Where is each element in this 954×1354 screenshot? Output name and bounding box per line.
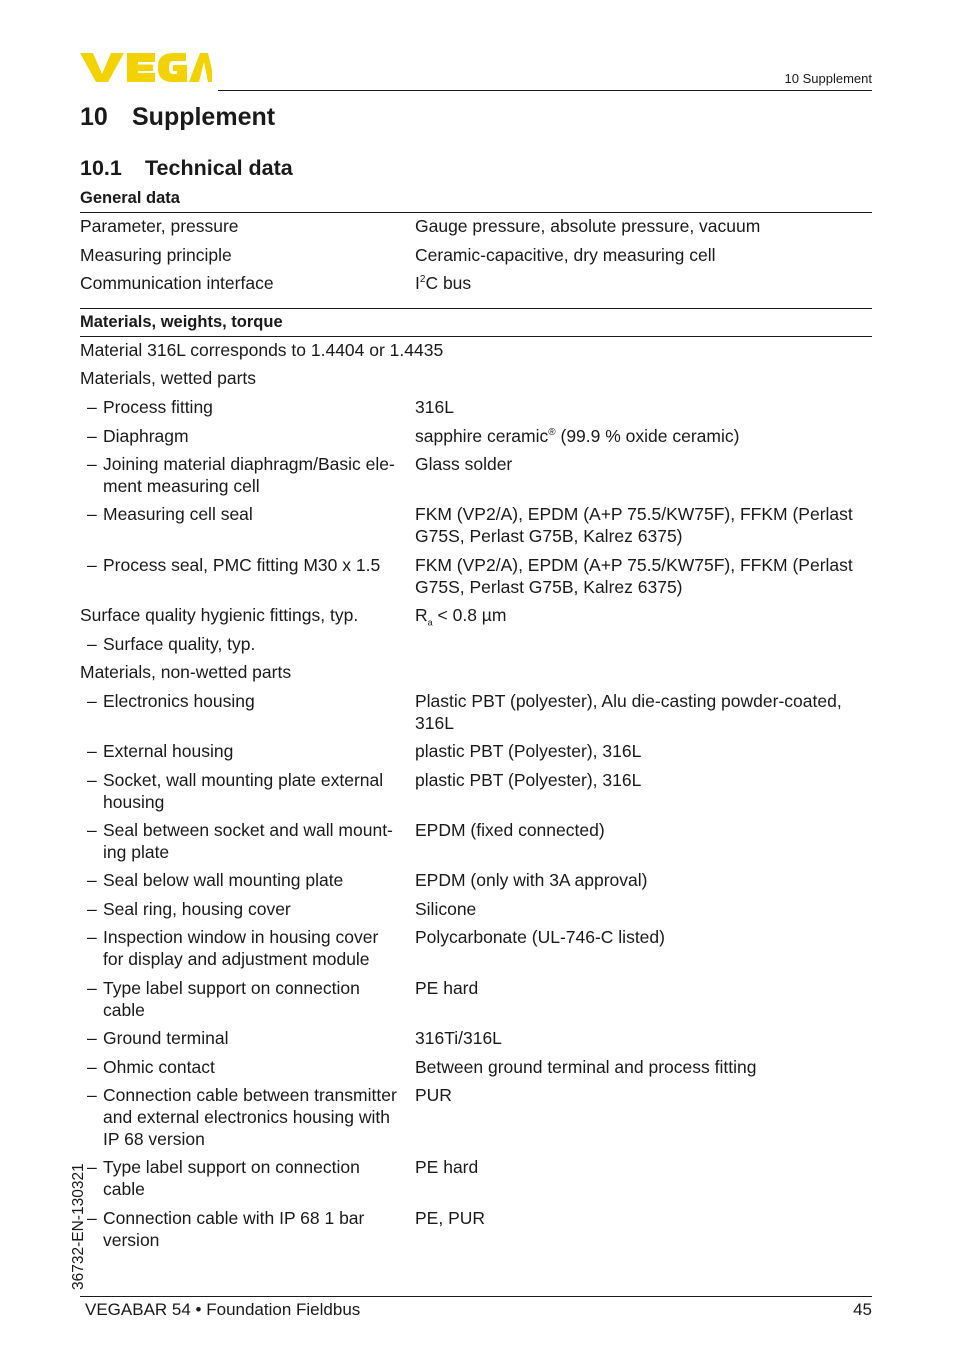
wetted-parts-label: Materials, wetted parts <box>80 368 257 388</box>
row-value: 316Ti/316L <box>415 1028 502 1048</box>
row-label: – Surface quality, typ. <box>87 633 412 655</box>
section-title: Technical data <box>145 156 293 180</box>
chapter-title: Supplement <box>132 103 276 131</box>
materials-title: Materials, weights, torque <box>80 313 283 331</box>
row-value: Gauge pressure, absolute pressure, vacuum <box>415 216 761 236</box>
row-label: – Connection cable with IP 68 1 bar version <box>87 1207 412 1251</box>
row-label: – Type label support on connection cable <box>87 977 412 1021</box>
row-label: Communication interface <box>80 273 274 293</box>
row-label: – Measuring cell seal <box>87 503 412 525</box>
row-label: – Process seal, PMC fitting M30 x 1.5 <box>87 554 412 576</box>
row-value: $R_a < 0.8$ µm <box>415 605 507 628</box>
row-label: – Inspection window in housing cover for display and adjustment module <box>87 926 412 970</box>
row-label: Surface quality hygienic fittings, typ. <box>80 605 359 625</box>
footer-product: VEGABAR 54 • Foundation Fieldbus <box>85 1300 361 1319</box>
materials-top-rule <box>80 308 872 309</box>
document-code: 36732-EN-130321 <box>70 1163 87 1290</box>
row-label: – Seal ring, housing cover <box>87 898 412 920</box>
chapter-heading <box>80 103 275 132</box>
row-value: PE hard <box>415 978 479 998</box>
row-label: – Ground terminal <box>87 1027 412 1049</box>
row-label: – Diaphragm <box>87 425 412 447</box>
general-data-rule <box>80 212 872 213</box>
section-number: 10.1 <box>80 156 122 180</box>
row-label: – Type label support on connection cable <box>87 1156 412 1200</box>
row-value: 316L <box>415 397 454 417</box>
row-label: – Socket, wall mounting plate external housing <box>87 769 412 813</box>
section-heading <box>80 156 293 181</box>
page-number: 45 <box>853 1300 872 1319</box>
row-value: PE, PUR <box>415 1208 486 1228</box>
nonwetted-parts-label: Materials, non-wetted parts <box>80 662 292 682</box>
row-value: Plastic PBT (polyester), Alu die-casting powder-coated, 316L <box>415 691 842 733</box>
row-label: – Seal between socket and wall mount- ing plate <box>87 819 412 863</box>
row-label: – Seal below wall mounting plate <box>87 869 412 891</box>
row-value: Glass solder <box>415 454 513 474</box>
header-section-label: 10 Supplement <box>784 71 872 86</box>
materials-note: Material 316L corresponds to 1.4404 or 1.4435 <box>80 340 444 360</box>
row-label: Parameter, pressure <box>80 216 239 236</box>
row-value: EPDM (fixed connected) <box>415 820 605 840</box>
row-label: Measuring principle <box>80 245 232 265</box>
row-label: – Ohmic contact <box>87 1056 412 1078</box>
row-value: sapphire ceramic® (99.9 % oxide ceramic) <box>415 426 740 446</box>
footer-rule <box>80 1296 872 1297</box>
row-value: EPDM (only with 3A approval) <box>415 870 648 890</box>
row-label: – Joining material diaphragm/Basic ele- ment measuring cell <box>87 453 412 497</box>
row-label: – Process fitting <box>87 396 412 418</box>
general-data-title: General data <box>80 189 180 207</box>
row-label: – External housing <box>87 740 412 762</box>
row-label: – Electronics housing <box>87 690 412 712</box>
row-value: FKM (VP2/A), EPDM (A+P 75.5/KW75F), FFKM (Perlast G75S, Perlast G75B, Kalrez 6375) <box>415 504 853 546</box>
materials-rule <box>80 336 872 337</box>
header-rule <box>218 90 872 91</box>
row-value: Silicone <box>415 899 477 919</box>
row-label: – Connection cable between transmitter and external electronics housing with IP 68 version <box>87 1084 412 1150</box>
chapter-number: 10 <box>80 103 108 131</box>
row-value: FKM (VP2/A), EPDM (A+P 75.5/KW75F), FFKM (Perlast G75S, Perlast G75B, Kalrez 6375) <box>415 555 853 597</box>
row-value: Between ground terminal and process fitting <box>415 1057 757 1077</box>
row-value: PUR <box>415 1085 452 1105</box>
row-value: Polycarbonate (UL-746-C listed) <box>415 927 665 947</box>
row-value: PE hard <box>415 1157 479 1177</box>
row-value: plastic PBT (Polyester), 316L <box>415 741 642 761</box>
row-value: Ceramic-capacitive, dry measuring cell <box>415 245 716 265</box>
vega-logo <box>80 50 212 84</box>
row-value: plastic PBT (Polyester), 316L <box>415 770 642 790</box>
row-value: $I^2C$ bus <box>415 273 472 293</box>
